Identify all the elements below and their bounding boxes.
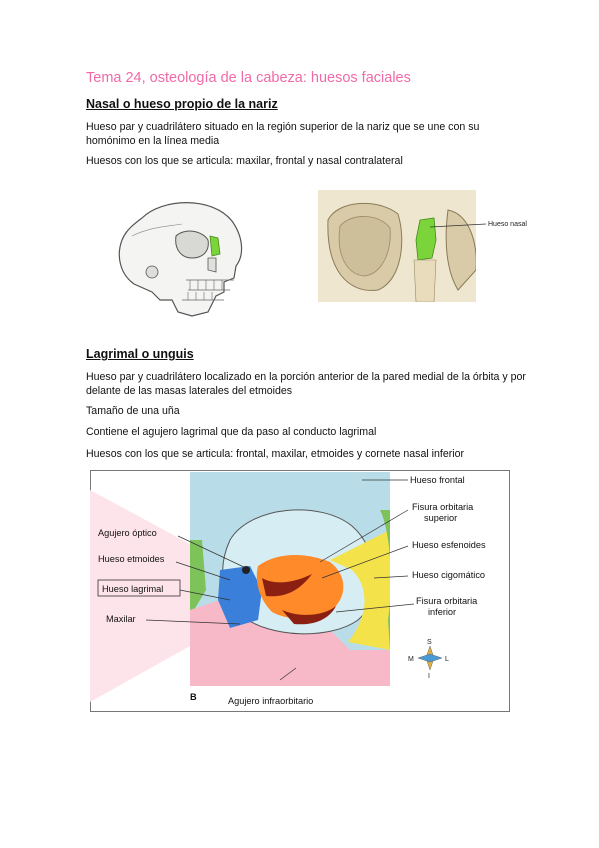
paragraph: Contiene el agujero lagrimal que da paso al conducto lagrimal [86, 426, 377, 438]
orbit-figure [90, 470, 510, 712]
section-heading-lagrimal: Lagrimal o unguis [86, 347, 194, 361]
paragraph: Hueso par y cuadrilátero situado en la región superior de la nariz que se une con su homónimo en la línea media [86, 121, 480, 147]
skull-illustration [112, 196, 250, 326]
label-hueso-etmoides: Hueso etmoides [98, 554, 165, 564]
label-fisura-superior-2: superior [424, 513, 458, 523]
compass-m: M [408, 656, 414, 663]
paragraph: Tamaño de una uña [86, 405, 180, 417]
compass-i: I [428, 673, 430, 680]
label-hueso-lagrimal: Hueso lagrimal [102, 584, 164, 594]
label-hueso-cigomatico: Hueso cigomático [412, 570, 486, 580]
compass-l: L [445, 656, 449, 663]
paragraph: Huesos con los que se articula: frontal, maxilar, etmoides y cornete nasal inferior [86, 448, 465, 460]
label-hueso-esfenoides: Hueso esfenoides [412, 540, 486, 550]
label-agujero-optico: Agujero óptico [98, 528, 157, 538]
nasal-bone-closeup [318, 190, 476, 302]
label-fisura-inferior-1: Fisura orbitaria [416, 596, 478, 606]
label-text: Hueso nasal [488, 221, 527, 228]
page-title: Tema 24, osteología de la cabeza: huesos faciales [86, 70, 411, 86]
panel-letter: B [190, 692, 197, 702]
label-hueso-nasal [430, 215, 540, 235]
label-fisura-superior-1: Fisura orbitaria [412, 502, 474, 512]
label-fisura-inferior-2: inferior [428, 607, 457, 617]
paragraph: Hueso par y cuadrilátero localizado en la porción anterior de la pared medial de la órbita y por delante de las masas laterales del etmoides [86, 371, 526, 397]
paragraph: Huesos con los que se articula: maxilar, frontal y nasal contralateral [86, 155, 403, 167]
section-heading-nasal: Nasal o hueso propio de la nariz [86, 97, 278, 111]
label-maxilar: Maxilar [106, 614, 136, 624]
compass-s: S [427, 639, 432, 646]
label-agujero-infraorbitario: Agujero infraorbitario [228, 696, 314, 706]
label-hueso-frontal: Hueso frontal [410, 475, 465, 485]
